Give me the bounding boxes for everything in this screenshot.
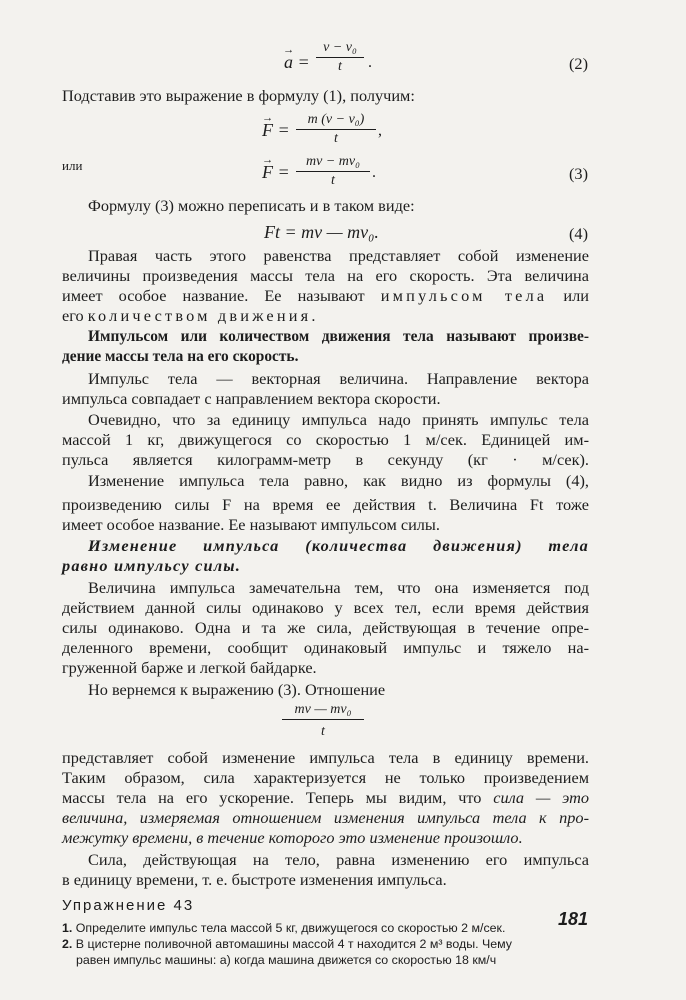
para5-line-1: Величина импульса замечательна тем, что она изменяется под xyxy=(88,578,589,597)
exercise-item-2-cont: равен импульс машины: а) когда машина движется со скоростью 18 км/ч xyxy=(76,953,497,967)
para3-line-3: пульса является килограмм-метр в секунду (кг · м/сек). xyxy=(62,450,589,469)
para4-line-3: имеет особое название. Ее называют импульсом силы. xyxy=(62,515,440,534)
eq4-number: (4) xyxy=(569,224,588,243)
eq-momentum-a-lhs: → F = xyxy=(262,120,290,141)
p-rewrite: Формулу (3) можно переписать и в таком виде: xyxy=(88,196,415,215)
para1-line-4: его количеством движения. xyxy=(62,306,319,325)
label-or: или xyxy=(62,158,83,173)
para6-line-1: представляет собой изменение импульса тела в единицу времени. xyxy=(62,748,589,767)
para1-line-1: Правая часть этого равенства представляет собой изменение xyxy=(88,246,589,265)
para3-line-1: Очевидно, что за единицу импульса надо принять импульс тела xyxy=(88,410,589,429)
definition-line-2: дение массы тела на его скорость. xyxy=(62,348,299,365)
p-substitute: Подставив это выражение в формулу (1), получим: xyxy=(62,86,415,105)
definition-line-1: Импульсом или количеством движения тела называют произве- xyxy=(88,328,589,345)
para7-line-2: в единицу времени, т. е. быстроте изменения импульса. xyxy=(62,870,447,889)
para6-line-3: массы тела на его ускорение. Теперь мы видим, что сила — это xyxy=(62,788,589,807)
para4-line-1: Изменение импульса тела равно, как видно из формулы (4), xyxy=(88,471,589,490)
para1-line-3: имеет особое название. Ее называют импульсом тела или xyxy=(62,286,589,305)
para4-line-2: произведению силы F на время ее действия t. Величина Ft тоже xyxy=(62,495,589,514)
statement-line-2: равно импульсу силы. xyxy=(62,556,242,575)
eq2-number: (2) xyxy=(569,54,588,73)
para2-line-1: Импульс тела — векторная величина. Направление вектора xyxy=(88,369,589,388)
para5-line-5: груженной барже и легкой байдарке. xyxy=(62,658,317,677)
para5-line-2: действием данной силы одинаково у всех тел, если время действия xyxy=(62,598,589,617)
statement-line-1: Изменение импульса (количества движения) тела xyxy=(88,536,589,555)
eq3-fraction: mv − mv₀ t xyxy=(296,154,370,189)
page-number: 181 xyxy=(557,909,588,929)
eq3-number: (3) xyxy=(569,164,588,183)
eq-momentum-a-tail: , xyxy=(378,122,382,139)
para7-line-1: Сила, действующая на тело, равна изменению его импульса xyxy=(88,850,589,869)
eq3-lhs: → F = xyxy=(262,162,290,183)
para2-line-2: импульса совпадает с направлением вектора скорости. xyxy=(62,389,441,408)
para6-line-2: Таким образом, сила характеризуется не только произведением xyxy=(62,768,589,787)
p-return: Но вернемся к выражению (3). Отношение xyxy=(88,680,386,699)
eq2-fraction: v − v₀ t xyxy=(316,40,364,75)
para3-line-2: массой 1 кг, движущегося со скоростью 1 м/сек. Единицей им- xyxy=(62,430,589,449)
para6-line-4: величина, измеряемая отношением изменения импульса тела к про- xyxy=(62,808,589,827)
para1-line-2: величины произведения массы тела на его скорость. Эта величина xyxy=(62,266,589,285)
exercise-item-2: 2. В цистерне поливочной автомашины массой 4 т находится 2 м³ воды. Чему xyxy=(62,937,512,951)
para5-line-3: силы одинаково. Одна и та же сила, действующая в течение опре- xyxy=(62,618,589,637)
eq2-lhs: → a = xyxy=(284,52,310,73)
exercise-item-1: 1. Определите импульс тела массой 5 кг, движущегося со скоростью 2 м/сек. xyxy=(62,921,506,935)
eq4: Ft = mv — mv₀. xyxy=(264,222,379,242)
exercise-title: Упражнение 43 xyxy=(62,897,195,914)
eq-momentum-a-fraction: m (v − v₀) t xyxy=(296,112,376,147)
ratio-fraction: mv — mv₀ t xyxy=(282,702,364,740)
eq2-tail: . xyxy=(368,54,372,71)
para6-line-5: межутку времени, в течение которого это изменение произошло. xyxy=(62,828,523,847)
para5-line-4: деленного времени, сообщит одинаковый импульс и тяжело на- xyxy=(62,638,589,657)
eq3-tail: . xyxy=(372,164,376,181)
